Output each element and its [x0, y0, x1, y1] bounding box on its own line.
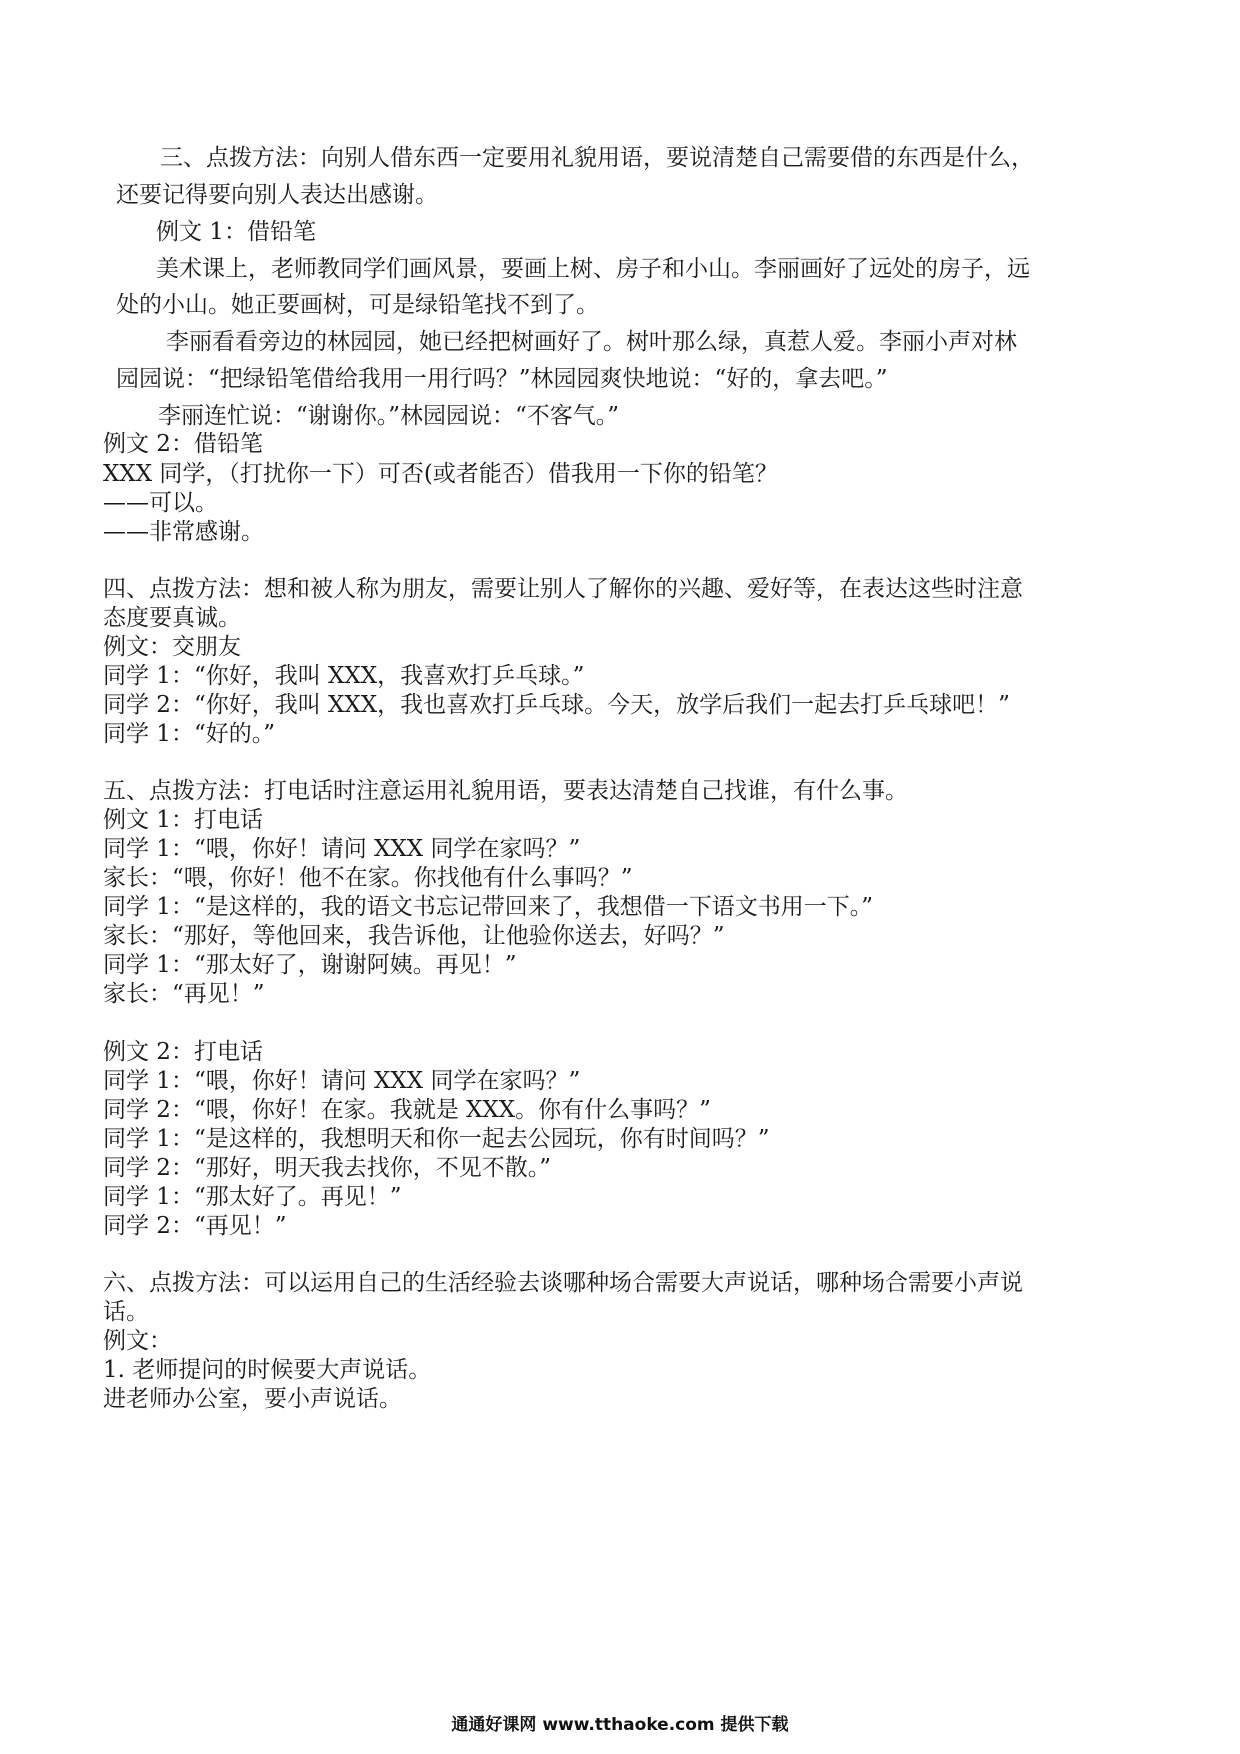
- dialogue-line: 同学 1：“是这样的，我想明天和你一起去公园玩，你有时间吗？”: [103, 1126, 770, 1152]
- dialogue-line: 同学 1：“你好，我叫 XXX，我喜欢打乒乓球。”: [103, 663, 585, 689]
- section-4-heading-cont: 态度要真诚。: [103, 605, 241, 631]
- section-6-heading: 六、点拨方法：可以运用自己的生活经验去谈哪种场合需要大声说话，哪种场合需要小声说: [103, 1270, 1023, 1296]
- section-4-example-title: 例文：交朋友: [103, 634, 241, 660]
- example-line: 进老师办公室，要小声说话。: [103, 1386, 402, 1412]
- dialogue-line: 同学 1：“那太好了，谢谢阿姨。再见！”: [103, 952, 517, 978]
- dialogue-line: 同学 1：“那太好了。再见！”: [103, 1184, 402, 1210]
- section-3-heading-cont: 还要记得要向别人表达出感谢。: [116, 182, 438, 208]
- section-6-example-title: 例文：: [103, 1328, 172, 1354]
- dialogue-line: 同学 1：“喂，你好！请问 XXX 同学在家吗？”: [103, 1068, 581, 1094]
- section-6-heading-cont: 话。: [103, 1299, 149, 1325]
- example-2-line: ——可以。: [103, 490, 218, 516]
- section-5-heading: 五、点拨方法：打电话时注意运用礼貌用语，要表达清楚自己找谁，有什么事。: [103, 778, 908, 804]
- dialogue-line: 同学 1：“好的。”: [103, 721, 275, 747]
- example-1-paragraph-1: 美术课上，老师教同学们画风景，要画上树、房子和小山。李丽画好了远处的房子，远: [156, 256, 1030, 282]
- dialogue-line: 同学 2：“喂，你好！在家。我就是 XXX。你有什么事吗？”: [103, 1097, 711, 1123]
- dialogue-line: 家长：“再见！”: [103, 981, 265, 1007]
- example-1-paragraph-1-cont: 处的小山。她正要画树，可是绿铅笔找不到了。: [116, 292, 599, 318]
- example-2-line: ——非常感谢。: [103, 519, 264, 545]
- example-2-title: 例文 2：借铅笔: [103, 431, 263, 457]
- dialogue-line: 同学 1：“喂，你好！请问 XXX 同学在家吗？”: [103, 836, 581, 862]
- dialogue-line: 同学 2：“那好，明天我去找你，不见不散。”: [103, 1155, 551, 1181]
- section-5-example-2-title: 例文 2：打电话: [103, 1039, 263, 1065]
- example-line: 1. 老师提问的时候要大声说话。: [103, 1357, 432, 1383]
- dialogue-line: 家长：“那好，等他回来，我告诉他，让他验你送去，好吗？”: [103, 923, 725, 949]
- dialogue-line: 同学 2：“你好，我叫 XXX，我也喜欢打乒乓球。今天，放学后我们一起去打乒乓球吧！”: [103, 692, 1010, 718]
- example-1-paragraph-2-cont: 园园说：“把绿铅笔借给我用一用行吗？”林园园爽快地说：“好的，拿去吧。”: [116, 366, 888, 392]
- example-2-line: XXX 同学，（打扰你一下）可否(或者能否）借我用一下你的铅笔？: [103, 461, 778, 487]
- dialogue-line: 同学 1：“是这样的，我的语文书忘记带回来了，我想借一下语文书用一下。”: [103, 894, 873, 920]
- example-1-paragraph-3: 李丽连忙说：“谢谢你。”林园园说：“不客气。”: [158, 403, 620, 429]
- example-1-paragraph-2: 李丽看看旁边的林园园，她已经把树画好了。树叶那么绿，真惹人爱。李丽小声对林: [166, 329, 1017, 355]
- section-4-heading: 四、点拨方法：想和被人称为朋友，需要让别人了解你的兴趣、爱好等，在表达这些时注意: [103, 576, 1023, 602]
- footer-watermark: 通通好课网 www.tthaoke.com 提供下载: [451, 1715, 789, 1735]
- section-3-heading: 三、点拨方法：向别人借东西一定要用礼貌用语，要说清楚自己需要借的东西是什么，: [160, 145, 1034, 171]
- section-5-example-1-title: 例文 1：打电话: [103, 807, 263, 833]
- example-1-title: 例文 1：借铅笔: [156, 219, 316, 245]
- dialogue-line: 家长：“喂，你好！他不在家。你找他有什么事吗？”: [103, 865, 633, 891]
- dialogue-line: 同学 2：“再见！”: [103, 1213, 287, 1239]
